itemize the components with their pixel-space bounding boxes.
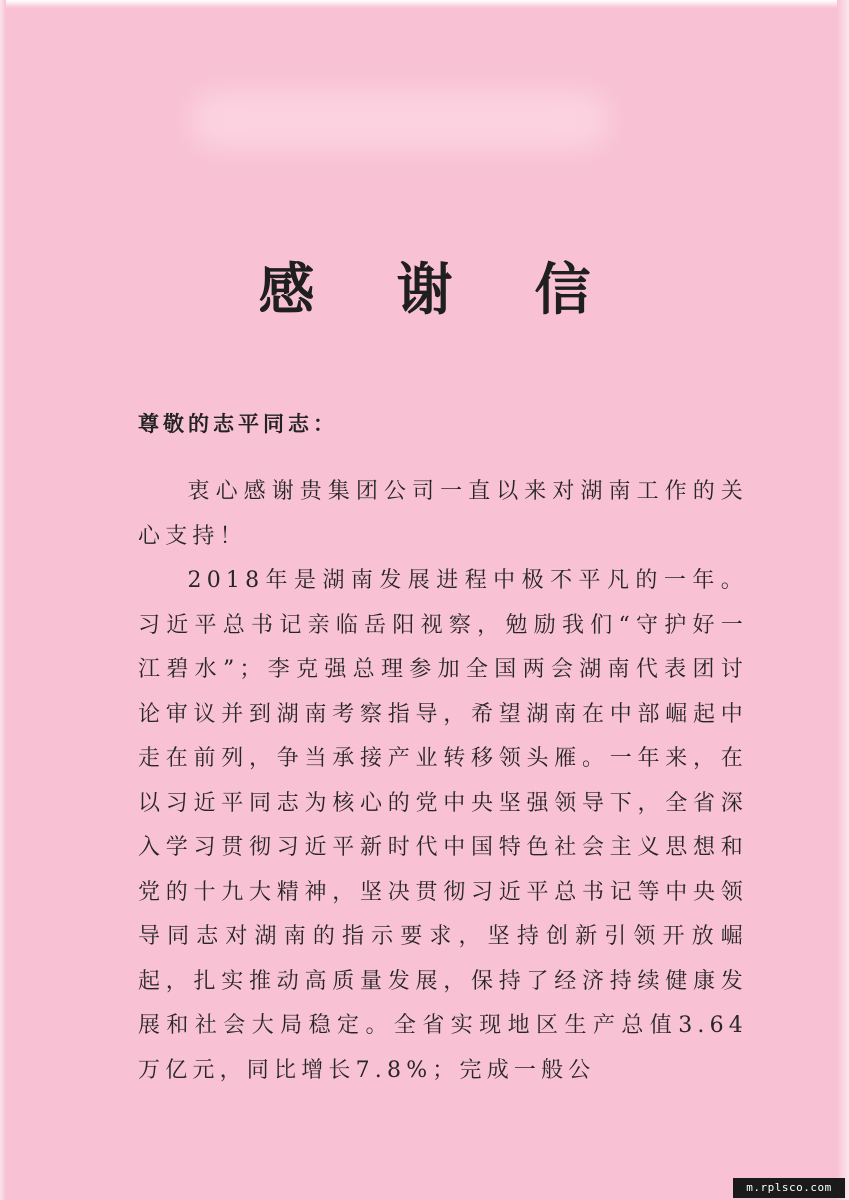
- letter-title: 感谢信: [258, 257, 673, 323]
- letter-paragraph: 衷心感谢贵集团公司一直以来对湖南工作的关心支持！: [138, 479, 748, 549]
- site-watermark: m.rplsco.com: [733, 1178, 845, 1198]
- paper-right-edge: [837, 0, 849, 1200]
- letter-salutation: 尊敬的志平同志：: [138, 411, 338, 436]
- scan-smudge: [190, 90, 610, 150]
- paper-top-edge: [0, 0, 849, 8]
- paper-left-edge: [0, 0, 6, 1200]
- letter-paragraph: 2018年是湖南发展进程中极不平凡的一年。习近平总书记亲临岳阳视察，勉励我们“守护好一江碧水”；李克强总理参加全国两会湖南代表团讨论审议并到湖南考察指导，希望湖南在中部崛起中走在前列，争当承接产业转移领头雁。一年来，在以习近平同志为核心的党中央坚强领导下，全省深入学习贯彻习近平新时代中国特色社会主义思想和党的十九大精神，坚决贯彻习近平总书记等中央领导同志对湖南的指示要求，坚持创新引领开放崛起，扎实推动高质量发展，保持了经济持续健康发展和社会大局稳定。全省实现地区生产总值3.64万亿元，同比增长7.8%；完成一般公: [138, 568, 748, 1083]
- letter-body: [138, 470, 748, 1093]
